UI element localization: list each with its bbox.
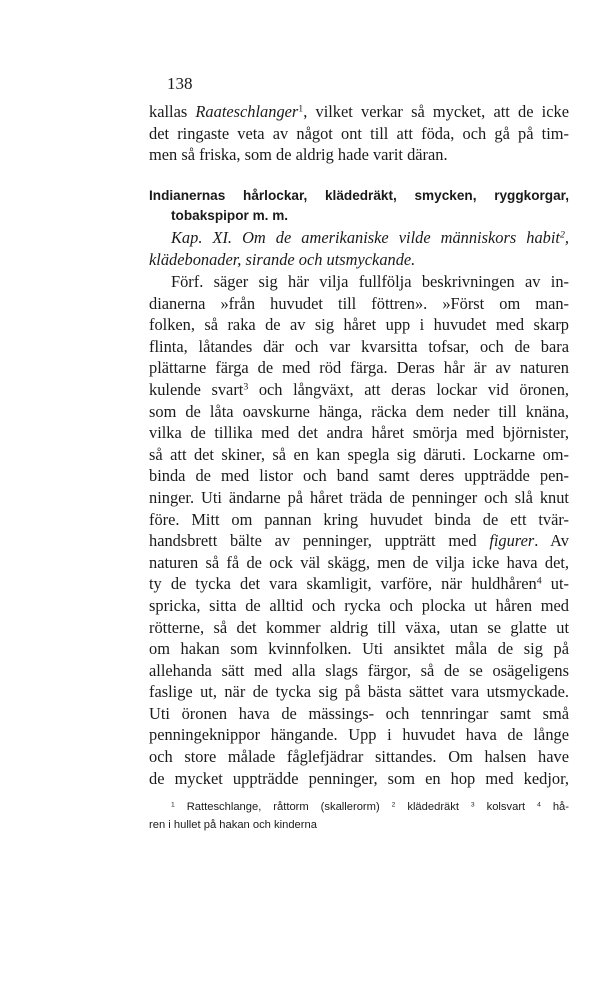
text-line: flinta, låtandes där och var kvarsitta tofsar, och de bara <box>149 336 569 356</box>
section-heading <box>149 186 569 226</box>
text-line: rötterne, så det kommer aldrig till växa, utan se glatte ut <box>149 617 569 637</box>
text-line: som de låta oavskurne hänga, räcka dem neder till knäna, <box>149 401 569 421</box>
opening-paragraph <box>149 101 569 166</box>
footnote-line: ren i hullet på hakan och kinderna <box>149 819 317 831</box>
text-line: Uti öronen hava de mässings- och tennringar samt små <box>149 703 569 723</box>
text-line: kallas Raateschlanger$^1$, vilket verkar så mycket, att de icke <box>149 102 569 121</box>
text-line: penningeknippor hängande. Upp i huvudet hava de långe <box>149 725 569 745</box>
text-line: dianerna »från huvudet till föttren». »Först om man- <box>149 293 569 313</box>
text-line: ninger. Uti ändarne på håret träda de penninger och slå knut <box>149 487 569 507</box>
page-number: 138 <box>167 74 193 93</box>
text-line: det ringaste veta av något ont till att föda, och gå på tim- <box>149 123 569 143</box>
heading-line: Indianernas hårlockar, klädedräkt, smycken, ryggkorgar, <box>149 188 569 203</box>
text-line: och store målade fåglefjädrar sittandes. Om halsen have <box>149 747 569 767</box>
text-line: vilka de tillika med det andra håret smörja med björnister, <box>149 423 569 443</box>
text-line: spricka, sitta de alltid och rycka och plocka ut håren med <box>149 595 569 615</box>
text-line: Förf. säger sig här vilja fullfölja beskrivningen av in- <box>171 272 569 291</box>
footnotes <box>149 798 569 834</box>
text-line: ty de tycka det vara skamligit, varföre, när huldhåren$^4$ ut- <box>149 574 569 594</box>
text-line: så att det skiner, så en kan spegla sig däruti. Lockarne om- <box>149 444 569 464</box>
text-line: binda de med listor och band samt deres uppträdde pen- <box>149 466 569 486</box>
text-line: om hakan som kvinnfolken. Uti ansiktet måla de sig på <box>149 639 569 659</box>
footnote-line: $^1$ Ratteschlange, råttorm (skallerorm) $^2$ klädedräkt $^3$ kolsvart $^4$ hå- <box>171 801 569 813</box>
text-line: faslige ut, när de tycka sig på bästa sättet vara utsmyckade. <box>149 682 569 702</box>
text-line: plättarne färga de med röd färga. Deras hår är av naturen <box>149 358 569 378</box>
text-line: de mycket uppträdde penninger, som en hop med kedjor, <box>149 768 569 788</box>
text-line: före. Mitt om pannan kring huvudet binda de ett tvär- <box>149 509 569 529</box>
body-paragraph <box>149 271 569 789</box>
text-line: folken, så raka de av sig håret upp i huvudet med skarp <box>149 315 569 335</box>
text-line: handsbrett bälte av penninger, uppträtt med figurer. Av <box>149 531 569 551</box>
heading-line: tobakspipor m. m. <box>171 208 289 223</box>
text-line: men så friska, som de aldrig hade varit däran. <box>149 145 448 165</box>
text-line: allehanda sätt med alla slags färgor, så de se osägeligens <box>149 660 569 680</box>
chapter-line: Kap. XI. Om de amerikaniske vilde människors habit$^2$, <box>171 228 569 247</box>
text-line: naturen så få de ock väl skägg, men de vilja icke hava det, <box>149 552 569 572</box>
chapter-line: klädebonader, sirande och utsmyckande. <box>149 249 416 269</box>
chapter-title <box>149 227 569 270</box>
text-line: kulende svart$^3$ och långväxt, att deras lockar vid öronen, <box>149 379 569 399</box>
